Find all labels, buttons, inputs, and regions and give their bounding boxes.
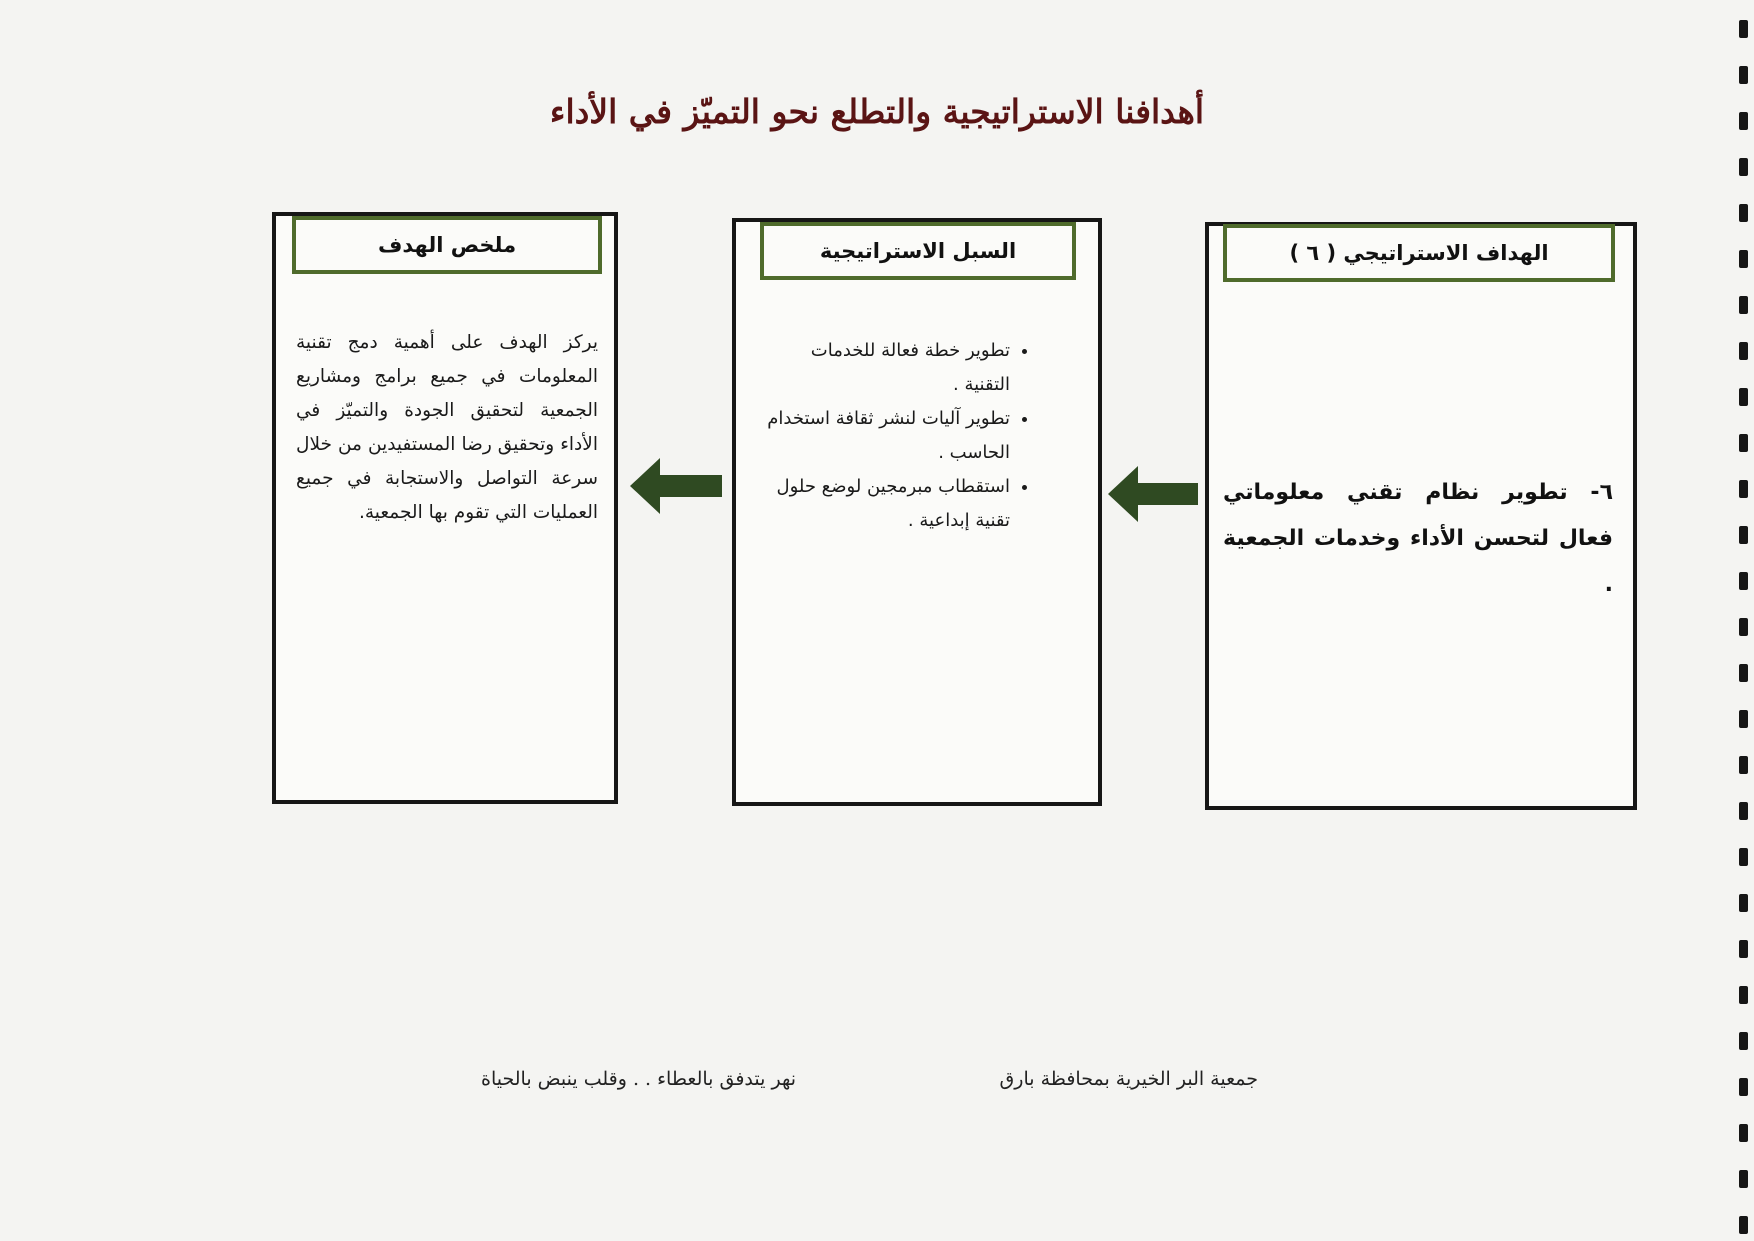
page-title: أهدافنا الاستراتيجية والتطلع نحو التميّز في الأداء (549, 92, 1205, 131)
strategic-goal-text: ٦- تطوير نظام تقني معلوماتي فعال لتحسن الأداء وخدمات الجمعية . (1223, 480, 1613, 597)
goal-summary-header: ملخص الهدف (292, 216, 602, 274)
list-item: • تطوير خطة فعالة للخدمات التقنية . (760, 334, 1010, 402)
footer-slogan: نهر يتدفق بالعطاء . . وقلب ينبض بالحياة (481, 1068, 796, 1090)
left-arrow-icon (630, 458, 722, 514)
strategic-ways-list (760, 334, 1036, 538)
left-arrow-icon (1108, 466, 1198, 522)
footer-organization: جمعية البر الخيرية بمحافظة بارق (999, 1068, 1258, 1090)
list-item: • تطوير آليات لنشر ثقافة استخدام الحاسب . (760, 402, 1010, 470)
strategic-goal-header: الهداف الاستراتيجي ( ٦ ) (1223, 224, 1615, 282)
list-item: • استقطاب مبرمجين لوضع حلول تقنية إبداعية . (760, 470, 1010, 538)
spiral-binding (1728, 20, 1752, 1240)
goal-summary-text: يركز الهدف على أهمية دمج تقنية المعلومات في جميع برامج ومشاريع الجمعية لتحقيق الجودة والتميّز في الأداء وتحقيق رضا المستفيدين من خلال سرعة التواصل والاستجابة في جميع العمليات التي تقوم بها الجمعية. (296, 332, 598, 523)
strategic-ways-header: السبل الاستراتيجية (760, 222, 1076, 280)
